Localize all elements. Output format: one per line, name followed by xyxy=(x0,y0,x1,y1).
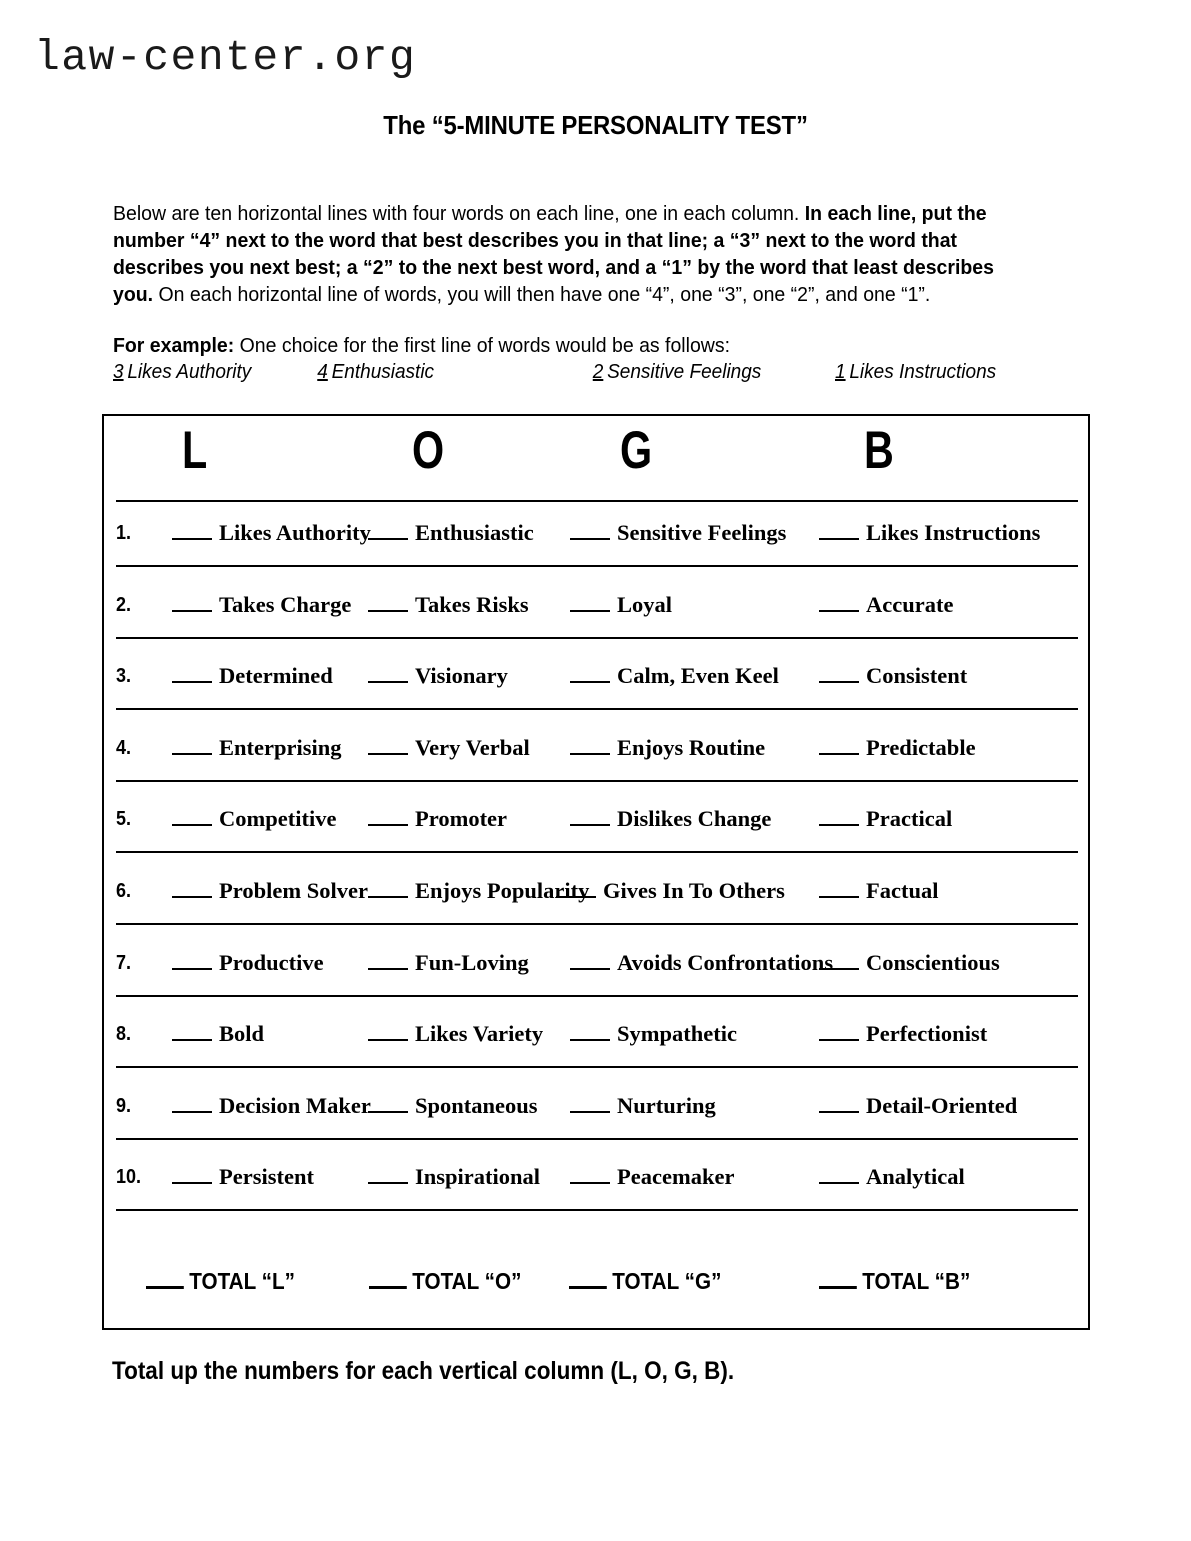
table-row xyxy=(104,1164,1088,1200)
answer-cell[interactable] xyxy=(556,878,785,904)
answer-cell[interactable] xyxy=(368,1093,538,1119)
instructions-part-1: Below are ten horizontal lines with four words on each line, one in each column. xyxy=(113,202,805,225)
row-rule xyxy=(116,565,1078,567)
personality-test-table xyxy=(102,414,1090,1330)
example-item xyxy=(113,361,251,384)
table-row xyxy=(104,520,1088,556)
row-number: 5. xyxy=(116,808,132,831)
total-label: TOTAL “O” xyxy=(412,1268,522,1294)
row-rule xyxy=(116,780,1078,782)
answer-cell[interactable] xyxy=(570,1093,716,1119)
example-item-word: Likes Instructions xyxy=(849,361,997,383)
trait-word: Likes Variety xyxy=(415,1021,544,1047)
row-number: 1. xyxy=(116,522,132,544)
trait-word: Inspirational xyxy=(415,1164,541,1190)
table-row xyxy=(104,950,1088,986)
score-blank[interactable] xyxy=(172,1165,212,1184)
score-blank[interactable] xyxy=(819,951,859,970)
score-blank[interactable] xyxy=(570,807,610,826)
example-item-number: 4 xyxy=(317,361,328,383)
answer-cell[interactable] xyxy=(172,735,342,761)
score-blank[interactable] xyxy=(368,879,408,898)
score-blank[interactable] xyxy=(172,1094,212,1113)
answer-cell[interactable] xyxy=(570,520,786,546)
total-blank[interactable] xyxy=(819,1268,857,1289)
trait-word: Fun-Loving xyxy=(415,949,529,975)
answer-cell[interactable] xyxy=(172,1164,314,1190)
score-blank[interactable] xyxy=(570,1165,610,1184)
row-rule xyxy=(116,923,1078,925)
trait-word: Very Verbal xyxy=(415,734,530,760)
answer-cell[interactable] xyxy=(368,735,530,761)
table-row xyxy=(104,735,1088,771)
score-blank[interactable] xyxy=(570,593,610,612)
trait-word: Factual xyxy=(866,878,939,903)
answer-cell[interactable] xyxy=(172,806,336,832)
score-blank[interactable] xyxy=(368,1022,408,1041)
trait-word: Enjoys Popularity xyxy=(415,878,590,903)
trait-word: Problem Solver xyxy=(219,878,368,903)
total-blank[interactable] xyxy=(146,1268,184,1289)
score-blank[interactable] xyxy=(819,807,859,826)
answer-cell[interactable] xyxy=(368,663,508,689)
column-header-l: L xyxy=(182,421,208,480)
total-field[interactable] xyxy=(569,1268,721,1295)
answer-cell[interactable] xyxy=(172,520,371,546)
answer-cell[interactable] xyxy=(172,878,368,904)
answer-cell[interactable] xyxy=(172,1093,371,1119)
total-field[interactable] xyxy=(369,1268,521,1295)
answer-cell[interactable] xyxy=(570,950,833,976)
column-headers xyxy=(104,416,1088,500)
answer-cell[interactable] xyxy=(368,806,507,832)
trait-word: Perfectionist xyxy=(866,1021,988,1047)
trait-word: Consistent xyxy=(866,663,968,689)
total-blank[interactable] xyxy=(369,1268,407,1289)
trait-word: Visionary xyxy=(415,663,508,689)
trait-word: Takes Risks xyxy=(415,591,529,617)
answer-cell[interactable] xyxy=(570,1164,734,1190)
answer-cell[interactable] xyxy=(819,1093,1017,1119)
total-field[interactable] xyxy=(819,1268,970,1295)
row-number: 2. xyxy=(116,593,132,616)
trait-word: Enthusiastic xyxy=(415,520,534,545)
row-rule xyxy=(116,995,1078,997)
score-blank[interactable] xyxy=(819,736,859,755)
example-item-number: 1 xyxy=(835,361,846,383)
table-row xyxy=(104,878,1088,914)
row-rule xyxy=(116,708,1078,710)
trait-word: Dislikes Change xyxy=(617,806,772,832)
example-item-number: 2 xyxy=(592,361,604,383)
trait-word: Likes Instructions xyxy=(866,520,1041,545)
score-blank[interactable] xyxy=(819,521,859,540)
score-blank[interactable] xyxy=(172,593,212,612)
score-blank[interactable] xyxy=(172,521,212,540)
score-blank[interactable] xyxy=(819,1094,859,1113)
answer-cell[interactable] xyxy=(819,1164,965,1190)
instructions-part-2-bold: In each line, put the number “4” next to the word that best describes you in that line; a “3” next to the word that describes you next best; a “2” to the next best word, and a “1” by the word that least describes you. xyxy=(113,202,994,306)
row-number: 10. xyxy=(116,1166,142,1189)
trait-word: Detail-Oriented xyxy=(866,1092,1018,1118)
answer-cell[interactable] xyxy=(819,592,953,618)
table-row xyxy=(104,592,1088,628)
trait-word: Practical xyxy=(866,806,953,832)
trait-word: Sensitive Feelings xyxy=(617,520,787,545)
total-blank[interactable] xyxy=(569,1268,607,1289)
page-title: The “5-MINUTE PERSONALITY TEST” xyxy=(383,110,808,140)
example-item-word: Enthusiastic xyxy=(331,361,435,383)
total-label: TOTAL “G” xyxy=(612,1268,722,1294)
example-item xyxy=(835,361,996,384)
row-rule xyxy=(116,851,1078,853)
header-rule xyxy=(116,500,1078,502)
score-blank[interactable] xyxy=(368,807,408,826)
score-blank[interactable] xyxy=(368,664,408,683)
answer-cell[interactable] xyxy=(368,520,534,546)
example-intro-text: One choice for the first line of words would be as follows: xyxy=(234,334,730,357)
trait-word: Takes Charge xyxy=(219,591,352,617)
score-blank[interactable] xyxy=(368,593,408,612)
answer-cell[interactable] xyxy=(570,592,672,618)
score-blank[interactable] xyxy=(172,807,212,826)
example-item-word: Likes Authority xyxy=(127,361,252,383)
row-number: 6. xyxy=(116,880,132,902)
table-row xyxy=(104,663,1088,699)
trait-word: Loyal xyxy=(617,591,673,617)
total-label: TOTAL “B” xyxy=(862,1268,971,1294)
score-blank[interactable] xyxy=(172,879,212,898)
answer-cell[interactable] xyxy=(570,663,779,689)
score-blank[interactable] xyxy=(368,736,408,755)
row-rule xyxy=(116,1138,1078,1140)
trait-word: Productive xyxy=(219,949,324,975)
score-blank[interactable] xyxy=(368,951,408,970)
trait-word: Calm, Even Keel xyxy=(617,663,779,689)
answer-cell[interactable] xyxy=(368,950,529,976)
score-blank[interactable] xyxy=(368,1165,408,1184)
row-rule xyxy=(116,1066,1078,1068)
trait-word: Enjoys Routine xyxy=(617,734,766,760)
row-number: 7. xyxy=(116,951,132,974)
trait-word: Gives In To Others xyxy=(603,878,785,903)
example-label: For example: xyxy=(113,334,235,357)
trait-word: Promoter xyxy=(415,806,508,832)
answer-cell[interactable] xyxy=(819,520,1040,546)
trait-word: Enterprising xyxy=(219,734,342,760)
column-header-b: B xyxy=(864,421,894,480)
totals-row xyxy=(104,1268,1088,1308)
answer-cell[interactable] xyxy=(570,806,771,832)
score-blank[interactable] xyxy=(819,664,859,683)
instructions-part-3: On each horizontal line of words, you will then have one “4”, one “3”, one “2”, and one “1”. xyxy=(153,283,931,306)
example-item-word: Sensitive Feelings xyxy=(607,361,762,383)
trait-word: Conscientious xyxy=(866,949,1000,975)
example-intro-line xyxy=(113,334,730,358)
score-blank[interactable] xyxy=(570,521,610,540)
score-blank[interactable] xyxy=(368,521,408,540)
score-blank[interactable] xyxy=(172,664,212,683)
row-number: 8. xyxy=(116,1023,132,1046)
example-item xyxy=(317,361,434,384)
instructions-paragraph xyxy=(113,200,1027,308)
trait-word: Decision Maker xyxy=(219,1092,371,1118)
answer-cell[interactable] xyxy=(819,806,952,832)
score-blank[interactable] xyxy=(368,1094,408,1113)
trait-word: Nurturing xyxy=(617,1092,716,1118)
trait-word: Competitive xyxy=(219,806,337,832)
trait-word: Predictable xyxy=(866,734,976,760)
table-row xyxy=(104,1093,1088,1129)
total-field[interactable] xyxy=(146,1268,295,1295)
answer-cell[interactable] xyxy=(819,1021,987,1047)
answer-cell[interactable] xyxy=(570,735,765,761)
row-rule xyxy=(116,1209,1078,1211)
answer-cell[interactable] xyxy=(819,735,976,761)
score-blank[interactable] xyxy=(570,664,610,683)
score-blank[interactable] xyxy=(570,1094,610,1113)
site-header: law-center.org xyxy=(34,33,417,82)
answer-cell[interactable] xyxy=(368,592,529,618)
score-blank[interactable] xyxy=(172,1022,212,1041)
trait-word: Likes Authority xyxy=(219,520,371,545)
answer-cell[interactable] xyxy=(570,1021,737,1047)
row-rule xyxy=(116,637,1078,639)
score-blank[interactable] xyxy=(570,1022,610,1041)
trait-word: Sympathetic xyxy=(617,1021,737,1047)
table-row xyxy=(104,806,1088,842)
trait-word: Persistent xyxy=(219,1164,314,1190)
trait-word: Analytical xyxy=(866,1164,965,1190)
answer-cell[interactable] xyxy=(819,878,939,904)
score-blank[interactable] xyxy=(819,1022,859,1041)
total-label: TOTAL “L” xyxy=(189,1268,296,1294)
example-item xyxy=(593,361,762,384)
answer-cell[interactable] xyxy=(172,663,333,689)
trait-word: Spontaneous xyxy=(415,1092,538,1118)
trait-word: Determined xyxy=(219,663,333,689)
answer-cell[interactable] xyxy=(819,663,967,689)
column-header-o: O xyxy=(412,421,445,480)
row-number: 9. xyxy=(116,1094,132,1117)
score-blank[interactable] xyxy=(172,736,212,755)
trait-word: Avoids Confrontations xyxy=(617,949,834,975)
answer-cell[interactable] xyxy=(819,950,1000,976)
example-item-number: 3 xyxy=(113,361,124,383)
score-blank[interactable] xyxy=(819,1165,859,1184)
trait-word: Peacemaker xyxy=(617,1164,735,1190)
answer-cell[interactable] xyxy=(172,1021,264,1047)
answer-cell[interactable] xyxy=(172,592,351,618)
row-number: 3. xyxy=(116,665,132,688)
score-blank[interactable] xyxy=(819,593,859,612)
answer-cell[interactable] xyxy=(172,950,324,976)
footer-instruction: Total up the numbers for each vertical column (L, O, G, B). xyxy=(112,1357,735,1385)
answer-cell[interactable] xyxy=(368,1021,543,1047)
table-row xyxy=(104,1021,1088,1057)
trait-word: Bold xyxy=(219,1021,265,1047)
score-blank[interactable] xyxy=(819,879,859,898)
trait-word: Accurate xyxy=(866,591,954,617)
score-blank[interactable] xyxy=(570,736,610,755)
score-blank[interactable] xyxy=(556,879,596,898)
row-number: 4. xyxy=(116,736,132,759)
score-blank[interactable] xyxy=(172,951,212,970)
answer-cell[interactable] xyxy=(368,1164,540,1190)
column-header-g: G xyxy=(620,421,653,480)
score-blank[interactable] xyxy=(570,951,610,970)
